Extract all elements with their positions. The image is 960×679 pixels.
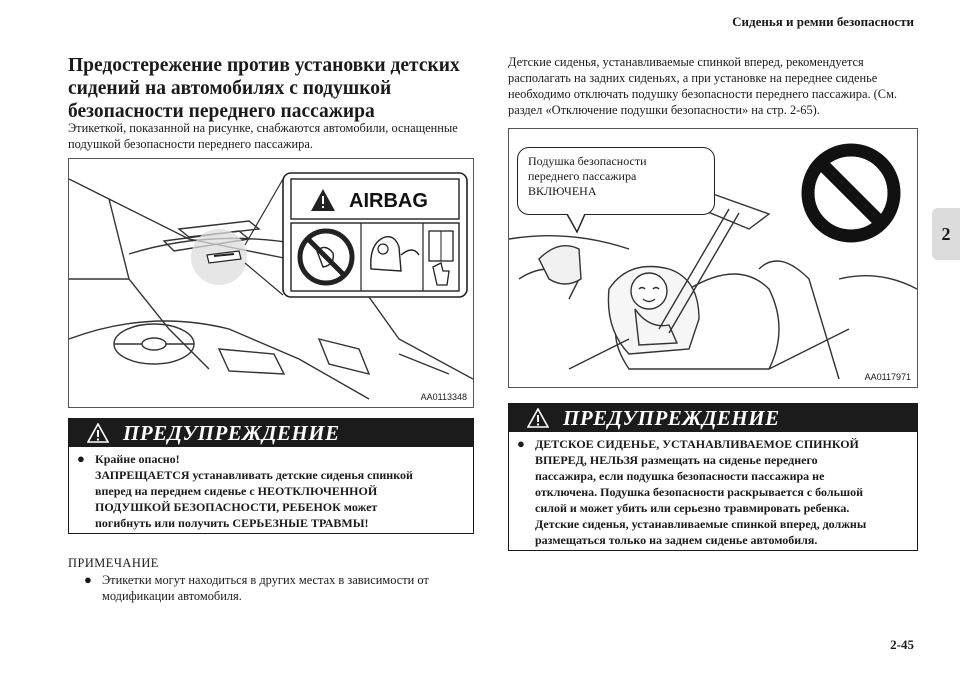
warning-line: Крайне опасно! — [95, 452, 180, 466]
note-item — [84, 572, 484, 604]
child-seat-illustration — [508, 128, 918, 388]
figure-code: AA0117971 — [864, 372, 911, 382]
prohibition-icon — [799, 141, 903, 245]
warning-title: ПРЕДУПРЕЖДЕНИЕ — [563, 405, 780, 430]
bubble-tail — [563, 214, 603, 234]
intro-paragraph: Этикеткой, показанной на рисунке, снабжаются автомобили, оснащенные подушкой безопасности переднего пассажира. — [68, 121, 458, 151]
running-header: Сиденья и ремни безопасности — [732, 14, 914, 29]
speech-bubble — [517, 147, 715, 215]
bullet-icon: ● — [84, 572, 92, 587]
bullet-icon: ● — [517, 436, 525, 451]
warning-line: силой и может убить или серьезно травмировать ребенка. — [535, 501, 850, 515]
warning-line: ПОДУШКОЙ БЕЗОПАСНОСТИ, РЕБЕНОК может — [95, 500, 378, 514]
figure-code: AA0113348 — [420, 392, 467, 402]
warning-box-right — [508, 403, 918, 551]
warning-line: пассажира, если подушка безопасности пассажира не — [535, 469, 825, 483]
dashboard-drawing — [69, 159, 473, 407]
airbag-label-text: AIRBAG — [349, 190, 428, 212]
warning-line: размещаться только на заднем сиденье автомобиля. — [535, 533, 818, 547]
warning-line: Детские сиденья, устанавливаемые спинкой вперед, должны — [535, 517, 867, 531]
bubble-line: ВКЛЮЧЕНА — [528, 184, 597, 198]
warning-line: ДЕТСКОЕ СИДЕНЬЕ, УСТАНАВЛИВАЕМОЕ СПИНКОЙ — [535, 437, 859, 451]
section-heading: Предостережение против установки детских сидений на автомобилях с подушкой безопасности переднего пассажира — [68, 55, 460, 122]
warning-triangle-icon — [87, 423, 109, 443]
warning-triangle-icon — [527, 408, 549, 428]
warning-line: отключена. Подушка безопасности раскрывается с большой — [535, 485, 863, 499]
bubble-line: Подушка безопасности — [528, 154, 647, 168]
page-number: 2-45 — [890, 637, 914, 652]
right-paragraph: Детские сиденья, устанавливаемые спинкой вперед, рекомендуется располагать на задних сиденьях, а при установке на переднее сиденье необходимо отключать подушку безопасности переднего пассажира. (См. раздел «Отключение подушки безопасности» на стр. 2-65). — [508, 55, 898, 117]
warning-header — [69, 419, 473, 447]
note-label: ПРИМЕЧАНИЕ — [68, 556, 159, 570]
note-text: Этикетки могут находиться в других местах в зависимости от модификации автомобиля. — [102, 573, 429, 603]
warning-title: ПРЕДУПРЕЖДЕНИЕ — [123, 420, 340, 445]
warning-line: ВПЕРЕД, НЕЛЬЗЯ размещать на сиденье переднего — [535, 453, 818, 467]
warning-box-left — [68, 418, 474, 534]
bubble-line: переднего пассажира — [528, 169, 637, 183]
bullet-icon: ● — [77, 451, 85, 466]
warning-line: погибнуть или получить СЕРЬЕЗНЫЕ ТРАВМЫ! — [95, 516, 369, 530]
warning-line: ЗАПРЕЩАЕТСЯ устанавливать детские сиденья спинкой — [95, 468, 413, 482]
chapter-tab: 2 — [932, 208, 960, 260]
airbag-label-illustration — [68, 158, 474, 408]
warning-header — [509, 404, 917, 432]
warning-line: вперед на переднем сиденье с НЕОТКЛЮЧЕННОЙ — [95, 484, 378, 498]
